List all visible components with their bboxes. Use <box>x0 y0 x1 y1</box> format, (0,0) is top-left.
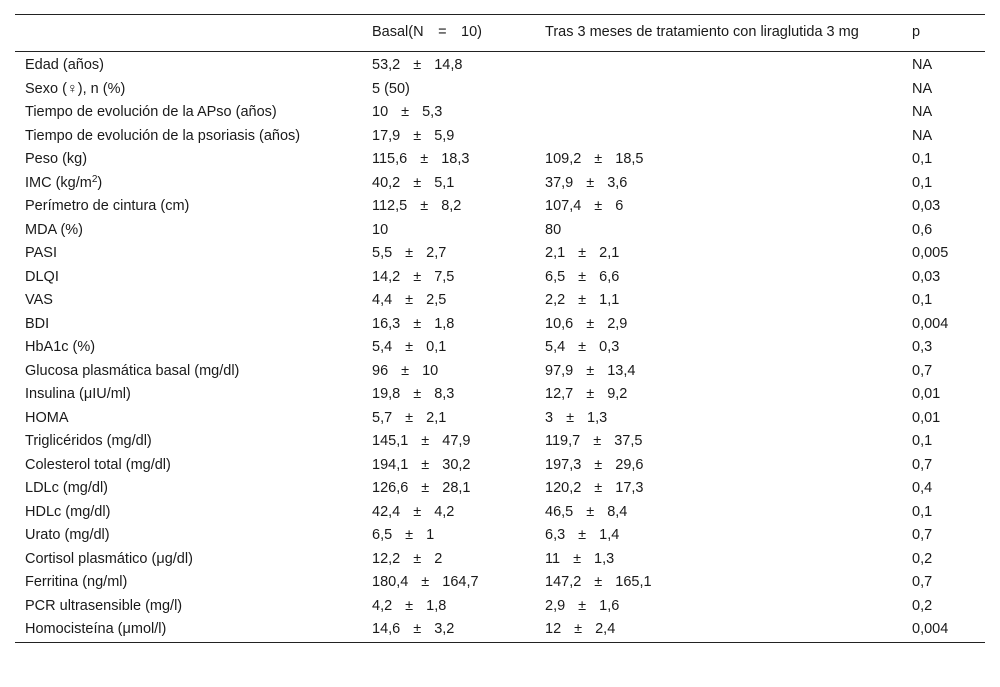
row-label <box>15 430 362 454</box>
p-value-cell: 0,004 <box>912 315 949 332</box>
mean-value: 12,7 <box>545 386 574 402</box>
mean-value: 14,6 <box>372 621 401 637</box>
sd-value: 13,4 <box>607 362 636 379</box>
plus-minus-symbol: ± <box>413 174 422 191</box>
row-label-text: Triglicéridos (mg/dl) <box>25 433 152 449</box>
plus-minus-symbol: ± <box>413 127 422 144</box>
p-value-cell: 0,2 <box>912 550 933 567</box>
mean-value: 180,4 <box>372 574 409 590</box>
mean-value: 6,5 <box>545 268 566 285</box>
row-label <box>15 571 362 595</box>
plus-minus-symbol: ± <box>573 550 582 567</box>
row-label-text: IMC (kg/m <box>25 174 92 191</box>
p-value-cell: 0,005 <box>912 245 949 261</box>
row-label-text: Peso (kg) <box>25 151 88 167</box>
row-label-superscript: 2 <box>91 173 98 185</box>
mean-value: 97,9 <box>545 362 574 379</box>
post-treatment-cell <box>535 524 902 548</box>
mean-value: 5,5 <box>372 245 393 261</box>
header-post-treatment: Tras 3 meses de tratamiento con liraglutida 3 mg <box>545 24 859 40</box>
sd-value: 18,5 <box>615 151 644 167</box>
row-label-text: HOMA <box>25 409 69 426</box>
basal-cell <box>362 242 535 266</box>
row-label <box>15 289 362 313</box>
basal-cell <box>362 618 535 642</box>
sd-value: 1 <box>426 527 435 543</box>
post-treatment-cell <box>535 195 902 219</box>
p-value-cell: 0,7 <box>912 362 933 379</box>
p-value-cell: 0,004 <box>912 621 949 637</box>
row-label <box>15 266 362 290</box>
row-label-text: Perímetro de cintura (cm) <box>25 198 190 214</box>
mean-value: 37,9 <box>545 174 574 191</box>
basal-cell <box>362 548 535 572</box>
basal-cell <box>362 172 535 196</box>
mean-value: 53,2 <box>372 57 401 73</box>
plus-minus-symbol: ± <box>566 409 575 426</box>
plus-minus-symbol: ± <box>574 621 583 637</box>
post-treatment-cell <box>535 125 902 149</box>
p-value-cell: 0,01 <box>912 386 941 402</box>
sd-value: 2 <box>434 550 443 567</box>
sd-value: 7,5 <box>434 268 455 285</box>
row-label <box>15 125 362 149</box>
post-treatment-cell <box>535 336 902 360</box>
mean-value: 46,5 <box>545 503 574 520</box>
plus-minus-symbol: ± <box>578 268 587 285</box>
row-label <box>15 454 362 478</box>
p-value-cell: NA <box>912 57 933 73</box>
row-label-text: Tiempo de evolución de la APso (años) <box>25 104 277 120</box>
plus-minus-symbol: ± <box>413 503 422 520</box>
row-label-text: MDA (%) <box>25 221 83 238</box>
post-treatment-cell <box>535 618 902 642</box>
mean-value: 19,8 <box>372 386 401 402</box>
table-row <box>15 618 985 642</box>
table-row <box>15 595 985 619</box>
sd-value: 2,1 <box>599 245 620 261</box>
mean-value: 14,2 <box>372 268 401 285</box>
basal-cell <box>362 219 535 243</box>
basal-cell <box>362 360 535 384</box>
header-variable <box>15 15 362 52</box>
mean-value: 2,9 <box>545 597 566 614</box>
p-value-cell: 0,4 <box>912 480 933 496</box>
table-row <box>15 477 985 501</box>
mean-value: 119,7 <box>545 433 581 449</box>
mean-value: 2,1 <box>545 245 566 261</box>
mean-value: 4,2 <box>372 597 393 614</box>
plus-minus-symbol: ± <box>405 409 414 426</box>
post-treatment-cell <box>535 78 902 102</box>
mean-value: 3 <box>545 409 554 426</box>
mean-value: 145,1 <box>372 433 409 449</box>
plus-minus-symbol: ± <box>593 433 602 449</box>
p-value-cell: 0,1 <box>912 503 933 520</box>
mean-value: 10 <box>372 104 389 120</box>
mean-value: 6,3 <box>545 527 566 543</box>
basal-cell <box>362 289 535 313</box>
row-label <box>15 195 362 219</box>
sd-value: 10 <box>422 362 439 379</box>
p-value-cell: 0,3 <box>912 339 933 355</box>
sd-value: 1,3 <box>594 550 615 567</box>
row-label-text: DLQI <box>25 268 59 285</box>
post-treatment-cell <box>535 52 902 78</box>
plus-minus-symbol: ± <box>594 480 603 496</box>
sd-value: 2,4 <box>595 621 616 637</box>
sd-value: 1,8 <box>434 315 455 332</box>
sd-value: 9,2 <box>607 386 628 402</box>
row-label <box>15 477 362 501</box>
plus-minus-symbol: ± <box>413 621 422 637</box>
basal-cell <box>362 313 535 337</box>
plus-minus-symbol: ± <box>405 245 414 261</box>
plus-minus-symbol: ± <box>578 597 587 614</box>
table-row <box>15 52 985 78</box>
plus-minus-symbol: ± <box>586 503 595 520</box>
mean-value: 109,2 <box>545 151 582 167</box>
row-label <box>15 219 362 243</box>
sd-value: 6,6 <box>599 268 620 285</box>
p-value-cell: 0,01 <box>912 409 941 426</box>
row-label-text: Tiempo de evolución de la psoriasis (años) <box>25 127 301 144</box>
row-label <box>15 78 362 102</box>
sd-value: 2,9 <box>607 315 628 332</box>
plus-minus-symbol: ± <box>401 362 410 379</box>
post-treatment-cell <box>535 501 902 525</box>
table-row <box>15 101 985 125</box>
plus-minus-symbol: ± <box>594 151 603 167</box>
plus-minus-symbol: ± <box>420 151 429 167</box>
sd-value: 18,3 <box>441 151 470 167</box>
sd-value: 1,1 <box>599 292 620 308</box>
p-value-cell: 0,03 <box>912 198 941 214</box>
row-label-text: Glucosa plasmática basal (mg/dl) <box>25 362 240 379</box>
table-row <box>15 360 985 384</box>
sd-value: 47,9 <box>442 433 471 449</box>
p-value-cell: NA <box>912 127 933 144</box>
row-label <box>15 360 362 384</box>
post-treatment-cell <box>535 595 902 619</box>
row-label <box>15 618 362 642</box>
header-row <box>15 15 985 52</box>
row-label-text: Colesterol total (mg/dl) <box>25 456 171 473</box>
p-value-cell: 0,2 <box>912 597 933 614</box>
table-row <box>15 501 985 525</box>
mean-value: 120,2 <box>545 480 582 496</box>
plus-minus-symbol: ± <box>413 315 422 332</box>
sd-value: 17,3 <box>615 480 644 496</box>
plus-minus-symbol: ± <box>594 198 603 214</box>
mean-value: 6,5 <box>372 527 393 543</box>
mean-value: 10,6 <box>545 315 574 332</box>
plus-minus-symbol: ± <box>586 362 595 379</box>
post-treatment-cell <box>535 219 902 243</box>
results-table <box>15 14 985 643</box>
sd-value: 8,4 <box>607 503 628 520</box>
sd-value: 5,9 <box>434 127 455 144</box>
row-label <box>15 52 362 78</box>
sd-value: 1,3 <box>587 409 608 426</box>
plus-minus-symbol: ± <box>421 456 430 473</box>
basal-cell <box>362 571 535 595</box>
row-label-text: Urato (mg/dl) <box>25 527 110 543</box>
mean-value: 5,4 <box>545 339 566 355</box>
plus-minus-symbol: ± <box>594 456 603 473</box>
p-value-cell: 0,7 <box>912 574 933 590</box>
post-treatment-cell <box>535 548 902 572</box>
row-label-text: HDLc (mg/dl) <box>25 503 111 520</box>
p-value-cell: 0,6 <box>912 221 933 238</box>
results-table-container <box>15 14 985 643</box>
basal-cell <box>362 336 535 360</box>
basal-cell <box>362 383 535 407</box>
p-value-cell: NA <box>912 80 933 97</box>
table-row <box>15 219 985 243</box>
table-row <box>15 524 985 548</box>
table-row <box>15 266 985 290</box>
p-value-cell: 0,7 <box>912 456 933 473</box>
mean-value: 12,2 <box>372 550 401 567</box>
table-row <box>15 313 985 337</box>
basal-cell <box>362 195 535 219</box>
post-treatment-cell <box>535 430 902 454</box>
plus-minus-symbol: ± <box>401 104 410 120</box>
plus-minus-symbol: ± <box>405 597 414 614</box>
sd-value: 2,7 <box>426 245 447 261</box>
table-row <box>15 195 985 219</box>
row-label-text: LDLc (mg/dl) <box>25 480 108 496</box>
plus-minus-symbol: ± <box>420 198 429 214</box>
plus-minus-symbol: ± <box>578 527 587 543</box>
mean-value: 42,4 <box>372 503 401 520</box>
table-row <box>15 148 985 172</box>
mean-value: 2,2 <box>545 292 566 308</box>
sd-value: 29,6 <box>615 456 644 473</box>
basal-cell <box>362 52 535 78</box>
post-treatment-cell <box>535 454 902 478</box>
mean-value: 5,4 <box>372 339 393 355</box>
sd-value: 0,3 <box>599 339 620 355</box>
basal-cell <box>362 407 535 431</box>
mean-value: 40,2 <box>372 174 401 191</box>
basal-cell <box>362 454 535 478</box>
post-treatment-cell <box>535 101 902 125</box>
plus-minus-symbol: ± <box>586 174 595 191</box>
table-row <box>15 548 985 572</box>
header-basal: Basal(N = 10) <box>372 24 482 40</box>
table-row <box>15 242 985 266</box>
plus-minus-symbol: ± <box>405 292 414 308</box>
table-body <box>15 52 985 643</box>
plus-minus-symbol: ± <box>586 315 595 332</box>
row-label <box>15 501 362 525</box>
p-value-cell: 0,03 <box>912 268 941 285</box>
sd-value: 1,6 <box>599 597 620 614</box>
row-label-text: Sexo (♀), n (%) <box>25 80 126 97</box>
row-label <box>15 595 362 619</box>
sd-value: 8,2 <box>441 198 462 214</box>
basal-cell <box>362 266 535 290</box>
mean-value: 12 <box>545 621 562 637</box>
sd-value: 1,4 <box>599 527 620 543</box>
row-label <box>15 242 362 266</box>
row-label-text: PCR ultrasensible (mg/l) <box>25 597 183 614</box>
table-row <box>15 571 985 595</box>
row-label-text: Ferritina (ng/ml) <box>25 574 128 590</box>
mean-value: 10 <box>372 221 389 238</box>
sd-value: 5,1 <box>434 174 455 191</box>
mean-value: 197,3 <box>545 456 582 473</box>
mean-value: 17,9 <box>372 127 401 144</box>
basal-cell <box>362 595 535 619</box>
basal-cell <box>362 78 535 102</box>
post-treatment-cell <box>535 289 902 313</box>
table-row <box>15 336 985 360</box>
basal-cell <box>362 524 535 548</box>
table-row <box>15 289 985 313</box>
basal-cell <box>362 148 535 172</box>
row-label <box>15 548 362 572</box>
row-label-text: Insulina (μIU/ml) <box>25 386 131 402</box>
mean-value: 5 (50) <box>372 80 410 97</box>
mean-value: 11 <box>545 550 561 567</box>
sd-value: 3,6 <box>607 174 628 191</box>
basal-cell <box>362 477 535 501</box>
row-label <box>15 524 362 548</box>
table-row <box>15 407 985 431</box>
plus-minus-symbol: ± <box>405 339 414 355</box>
plus-minus-symbol: ± <box>405 527 414 543</box>
p-value-cell: 0,1 <box>912 433 933 449</box>
table-row <box>15 430 985 454</box>
mean-value: 80 <box>545 221 562 238</box>
sd-value: 5,3 <box>422 104 443 120</box>
mean-value: 4,4 <box>372 292 393 308</box>
post-treatment-cell <box>535 266 902 290</box>
basal-cell <box>362 125 535 149</box>
post-treatment-cell <box>535 407 902 431</box>
sd-value: 28,1 <box>442 480 471 496</box>
mean-value: 96 <box>372 362 389 379</box>
sd-value: 1,8 <box>426 597 447 614</box>
plus-minus-symbol: ± <box>413 386 422 402</box>
plus-minus-symbol: ± <box>413 268 422 285</box>
basal-cell <box>362 430 535 454</box>
plus-minus-symbol: ± <box>578 339 587 355</box>
mean-value: 194,1 <box>372 456 409 473</box>
sd-value: 14,8 <box>434 57 463 73</box>
row-label-text: HbA1c (%) <box>25 339 96 355</box>
plus-minus-symbol: ± <box>421 574 430 590</box>
table-row <box>15 78 985 102</box>
plus-minus-symbol: ± <box>594 574 603 590</box>
post-treatment-cell <box>535 172 902 196</box>
plus-minus-symbol: ± <box>578 245 587 261</box>
sd-value: 6 <box>615 198 624 214</box>
header-p-value: p <box>912 24 921 40</box>
post-treatment-cell <box>535 148 902 172</box>
plus-minus-symbol: ± <box>578 292 587 308</box>
row-label-text: PASI <box>25 245 57 261</box>
table-row <box>15 125 985 149</box>
p-value-cell: 0,1 <box>912 174 933 191</box>
row-label <box>15 313 362 337</box>
table-header <box>15 15 985 52</box>
row-label <box>15 101 362 125</box>
row-label <box>15 148 362 172</box>
plus-minus-symbol: ± <box>586 386 595 402</box>
row-label <box>15 383 362 407</box>
p-value-cell: NA <box>912 104 933 120</box>
row-label <box>15 407 362 431</box>
post-treatment-cell <box>535 242 902 266</box>
row-label-suffix: ) <box>97 174 103 191</box>
mean-value: 107,4 <box>545 198 582 214</box>
mean-value: 147,2 <box>545 574 582 590</box>
mean-value: 126,6 <box>372 480 409 496</box>
post-treatment-cell <box>535 360 902 384</box>
mean-value: 115,6 <box>372 151 408 167</box>
p-value-cell: 0,1 <box>912 292 933 308</box>
post-treatment-cell <box>535 571 902 595</box>
mean-value: 112,5 <box>372 198 408 214</box>
row-label <box>15 172 362 196</box>
sd-value: 8,3 <box>434 386 455 402</box>
sd-value: 165,1 <box>615 574 652 590</box>
mean-value: 16,3 <box>372 315 401 332</box>
plus-minus-symbol: ± <box>421 433 430 449</box>
post-treatment-cell <box>535 313 902 337</box>
row-label-text: BDI <box>25 315 50 332</box>
plus-minus-symbol: ± <box>421 480 430 496</box>
sd-value: 164,7 <box>442 574 479 590</box>
row-label-text: Edad (años) <box>25 57 104 73</box>
sd-value: 2,1 <box>426 409 447 426</box>
plus-minus-symbol: ± <box>413 550 422 567</box>
row-label-text: Homocisteína (μmol/l) <box>25 621 167 637</box>
mean-value: 5,7 <box>372 409 393 426</box>
sd-value: 3,2 <box>434 621 455 637</box>
row-label-text: VAS <box>25 292 53 308</box>
post-treatment-cell <box>535 383 902 407</box>
basal-cell <box>362 101 535 125</box>
basal-cell <box>362 501 535 525</box>
table-row <box>15 172 985 196</box>
plus-minus-symbol: ± <box>413 57 422 73</box>
post-treatment-cell <box>535 477 902 501</box>
sd-value: 30,2 <box>442 456 471 473</box>
sd-value: 4,2 <box>434 503 455 520</box>
sd-value: 2,5 <box>426 292 447 308</box>
p-value-cell: 0,1 <box>912 151 933 167</box>
table-row <box>15 454 985 478</box>
row-label-text: Cortisol plasmático (μg/dl) <box>25 550 193 567</box>
sd-value: 37,5 <box>614 433 643 449</box>
sd-value: 0,1 <box>426 339 447 355</box>
table-row <box>15 383 985 407</box>
row-label <box>15 336 362 360</box>
p-value-cell: 0,7 <box>912 527 933 543</box>
